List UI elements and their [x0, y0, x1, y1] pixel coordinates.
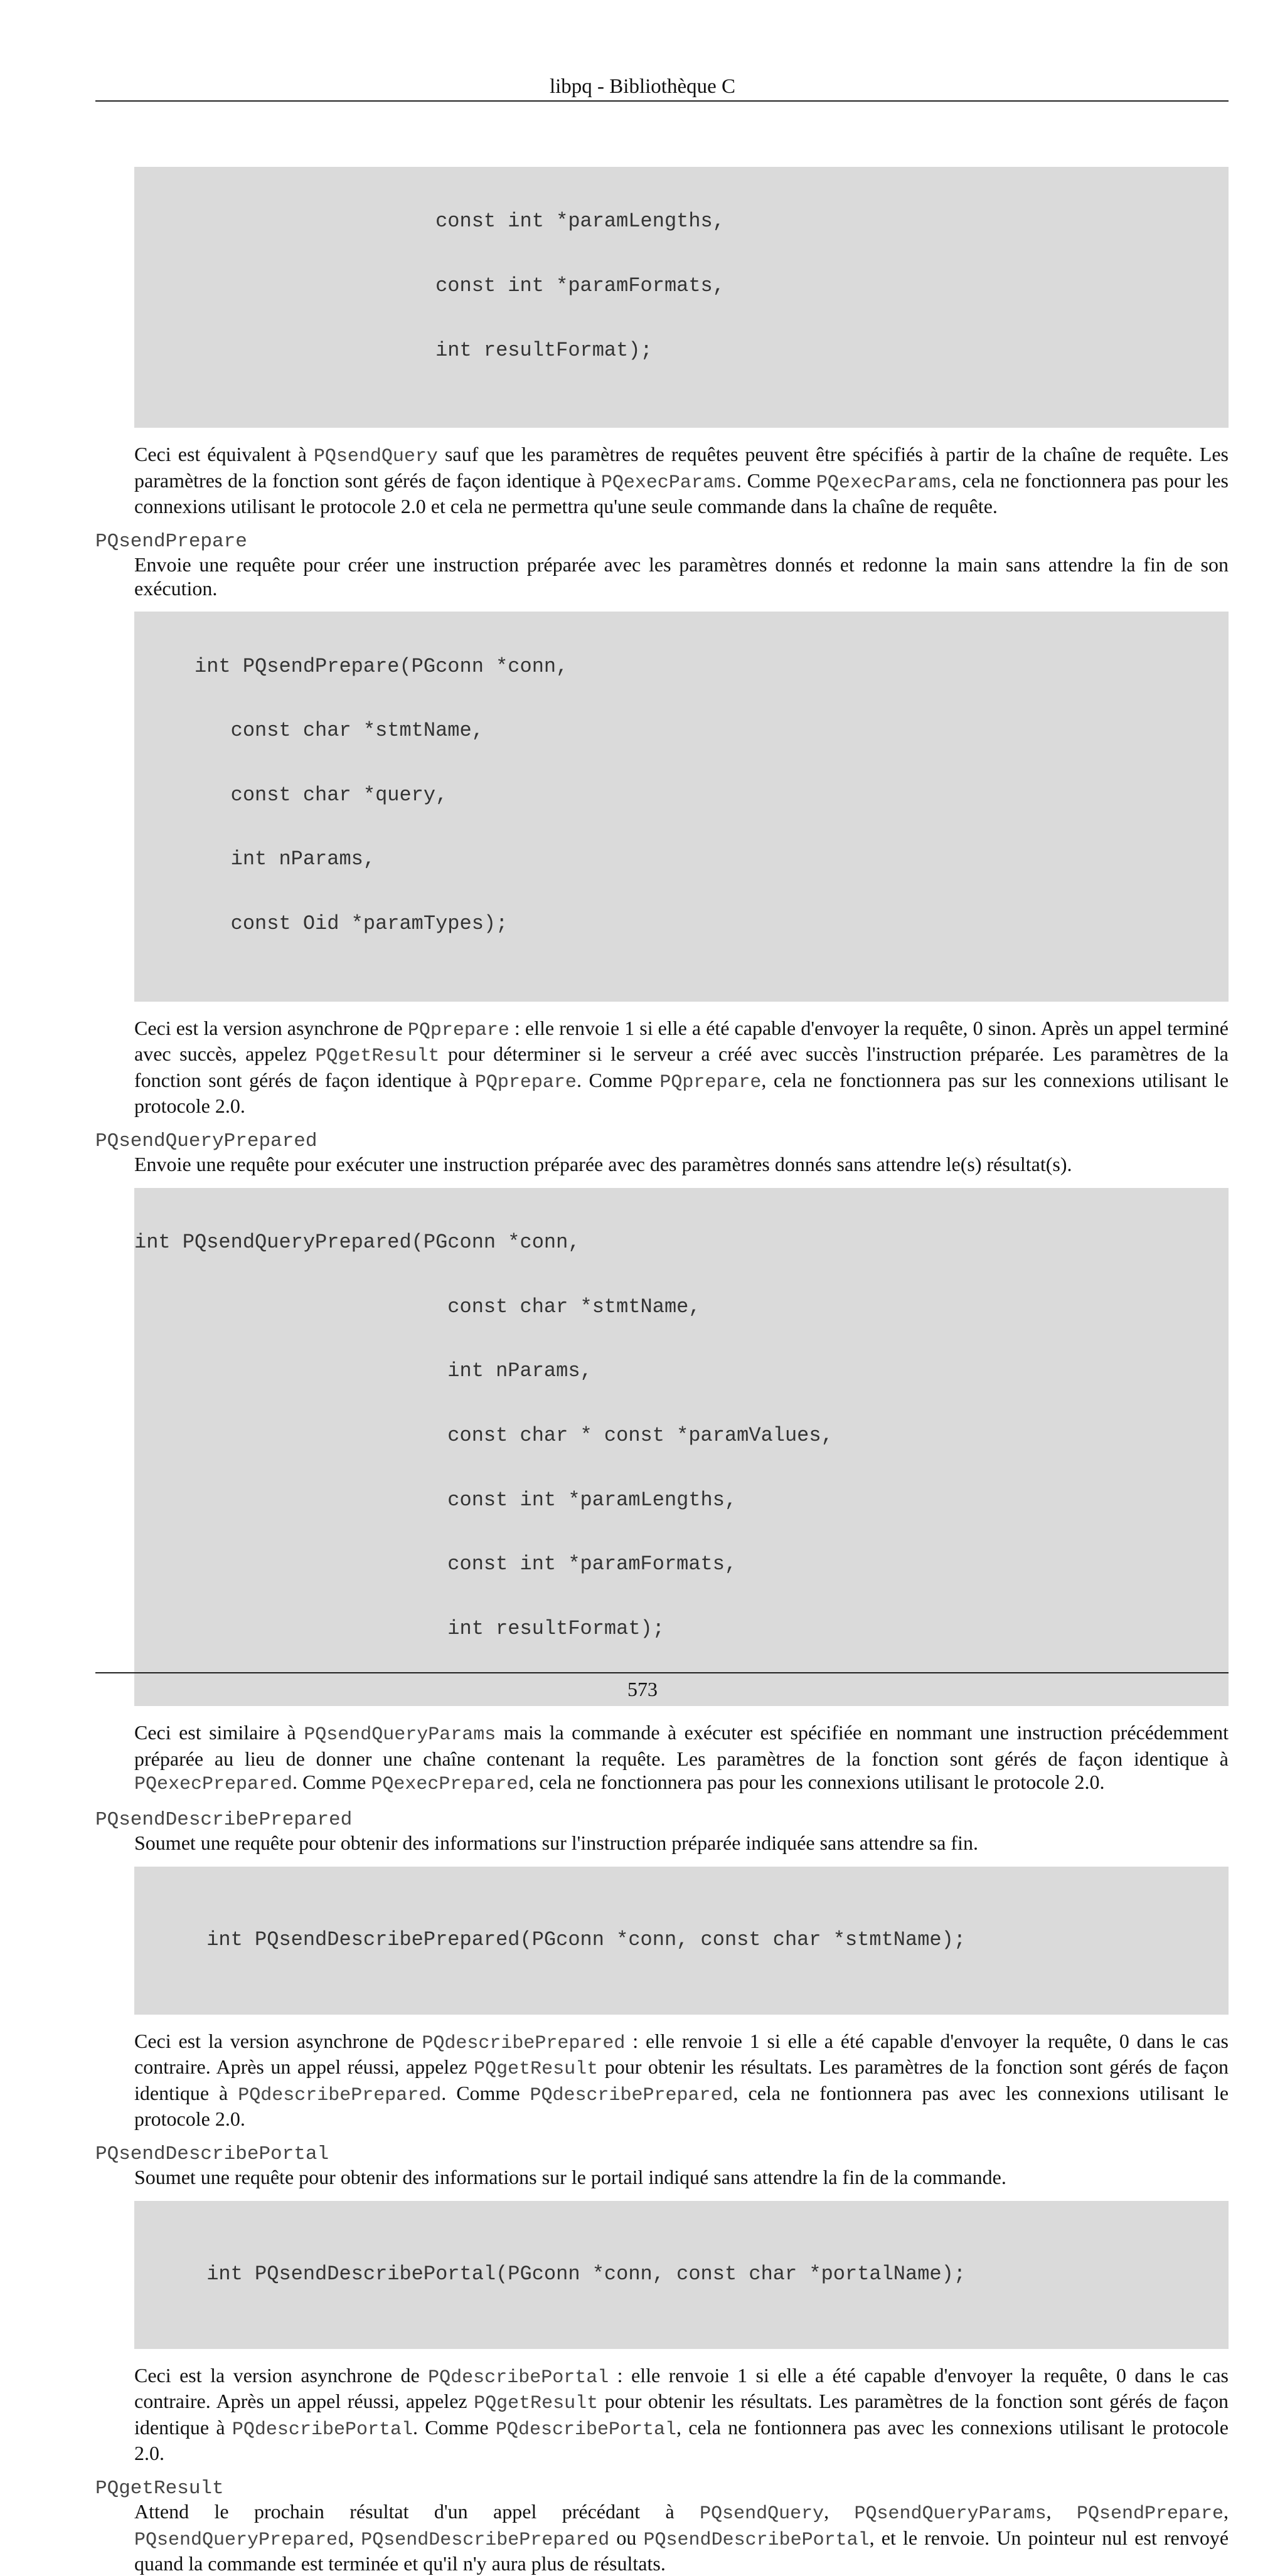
code-ref: PQgetResult	[474, 2393, 599, 2415]
footer-divider	[95, 1672, 1229, 1673]
code-ref: PQexecParams	[816, 472, 952, 494]
code-ref: PQexecParams	[600, 472, 737, 494]
page-header-title: libpq - Bibliothèque C	[549, 75, 736, 98]
code-ref: PQdescribePortal	[495, 2419, 676, 2441]
code-ref: PQsendDescribePrepared	[361, 2529, 610, 2551]
code-line: int PQsendDescribePortal(PGconn *conn, const char *portalName);	[134, 2262, 966, 2286]
code-ref: PQprepare	[474, 1071, 577, 1093]
code-line: int resultFormat);	[134, 338, 653, 362]
code-block-pqsenddescribeprepared	[134, 1867, 1229, 2015]
header-divider	[95, 100, 1229, 102]
term-pqgetresult: PQgetResult	[95, 2477, 224, 2499]
code-line: const int *paramLengths,	[134, 209, 725, 233]
code-ref: PQprepare	[407, 1019, 509, 1041]
code-ref: PQsendQueryPrepared	[134, 2529, 349, 2551]
code-ref: PQsendQuery	[313, 446, 438, 468]
code-ref: PQexecPrepared	[371, 1774, 530, 1796]
paragraph-pqsenddescribeprepared-desc: Ceci est la version asynchrone de PQdescribePrepared : elle renvoie 1 si elle a été capable d'envoyer la requête, 0 dans le cas contraire. Après un appel réussi, appelez PQgetResult pour obtenir les résultats. Les paramètres de la fonction sont gérés de façon identique à PQdescribePrepared. Comme PQdescribePrepared, cela ne fontionnera pas avec les connexions utilisant le protocole 2.0.	[134, 2029, 1229, 2131]
code-ref: PQexecPrepared	[134, 1774, 293, 1796]
code-line: int PQsendDescribePrepared(PGconn *conn, const char *stmtName);	[134, 1928, 966, 1952]
code-ref: PQgetResult	[315, 1046, 440, 1068]
code-ref: PQdescribePortal	[428, 2367, 609, 2388]
code-line: const int *paramFormats,	[134, 1552, 737, 1576]
code-block-pqsendprepare	[134, 612, 1229, 1001]
definition-pqgetresult: Attend le prochain résultat d'un appel précédant à PQsendQuery, PQsendQueryParams, PQsendPrepare, PQsendQueryPrepared, PQsendDescribePrepared ou PQsendDescribePortal, et le renvoie. Un pointeur nul est renvoyé quand la commande est terminée et qu'il n'y aura plus de résultats.	[134, 2500, 1229, 2575]
code-ref: PQsendDescribePortal	[643, 2529, 870, 2551]
code-line: const int *paramLengths,	[134, 1488, 737, 1512]
code-ref: PQsendQueryParams	[854, 2503, 1047, 2525]
code-line: int PQsendPrepare(PGconn *conn,	[134, 654, 568, 678]
code-ref: PQsendQueryParams	[304, 1724, 496, 1746]
paragraph-pqsendqueryparams-desc: Ceci est équivalent à PQsendQuery sauf que les paramètres de requêtes peuvent être spécifiés à partir de la chaîne de requête. Les paramètres de la fonction sont gérés de façon identique à PQexecParams. Comme PQexecParams, cela ne fonctionnera pas pour les connexions utilisant le protocole 2.0 et cela ne permettra qu'une seule commande dans la chaîne de requête.	[134, 443, 1229, 518]
code-ref: PQdescribePortal	[232, 2419, 413, 2441]
code-block-pqsendqueryprepared	[134, 1188, 1229, 1707]
code-ref: PQsendPrepare	[1076, 2503, 1224, 2525]
term-pqsenddescribeprepared: PQsendDescribePrepared	[95, 1808, 353, 1831]
code-line: const char *query,	[134, 783, 448, 807]
code-line: const int *paramFormats,	[134, 274, 725, 298]
code-block-pqsendqueryparams-tail	[134, 167, 1229, 428]
code-ref: PQdescribePrepared	[422, 2032, 626, 2054]
definition-pqsenddescribeprepared: Soumet une requête pour obtenir des informations sur l'instruction préparée indiquée sans attendre sa fin.	[134, 1831, 978, 1855]
paragraph-pqsendqueryprepared-desc: Ceci est similaire à PQsendQueryParams mais la commande à exécuter est spécifiée en nommant une instruction précédemment préparée au lieu de donner une chaîne contenant la requête. Les paramètres de la fonction sont gérés de façon identique à PQexecPrepared. Comme PQexecPrepared, cela ne fonctionnera pas pour les connexions utilisant le protocole 2.0.	[134, 1721, 1229, 1796]
code-line: int resultFormat);	[134, 1616, 664, 1640]
code-ref: PQgetResult	[474, 2059, 599, 2080]
code-line: const char *stmtName,	[134, 719, 484, 743]
code-line: int nParams,	[134, 1359, 592, 1383]
code-ref: PQdescribePrepared	[238, 2084, 442, 2106]
page-content	[95, 167, 1229, 2576]
term-pqsendqueryprepared: PQsendQueryPrepared	[95, 1130, 317, 1152]
code-line: int PQsendQueryPrepared(PGconn *conn,	[134, 1231, 580, 1254]
page-number: 573	[627, 1678, 658, 1700]
code-block-pqsenddescribeportal	[134, 2201, 1229, 2349]
definition-pqsendprepare: Envoie une requête pour créer une instruction préparée avec les paramètres donnés et redonne la main sans attendre la fin de son exécution.	[134, 553, 1229, 600]
definition-pqsendqueryprepared: Envoie une requête pour exécuter une instruction préparée avec des paramètres donnés sans attendre le(s) résultat(s).	[134, 1153, 1072, 1176]
code-line: const char * const *paramValues,	[134, 1423, 833, 1447]
code-ref: PQsendQuery	[700, 2503, 824, 2525]
paragraph-pqsenddescribeportal-desc: Ceci est la version asynchrone de PQdescribePortal : elle renvoie 1 si elle a été capable d'envoyer la requête, 0 dans le cas contraire. Après un appel réussi, appelez PQgetResult pour obtenir les résultats. Les paramètres de la fonction sont gérés de façon identique à PQdescribePortal. Comme PQdescribePortal, cela ne fontionnera pas avec les connexions utilisant le protocole 2.0.	[134, 2363, 1229, 2465]
code-ref: PQdescribePrepared	[530, 2084, 733, 2106]
code-line: const char *stmtName,	[134, 1295, 701, 1318]
paragraph-pqsendprepare-desc: Ceci est la version asynchrone de PQprepare : elle renvoie 1 si elle a été capable d'envoyer la requête, 0 sinon. Après un appel terminé avec succès, appelez PQgetResult pour déterminer si le serveur a créé avec succès l'instruction préparée. Les paramètres de la fonction sont gérés de façon identique à PQprepare. Comme PQprepare, cela ne fonctionnera pas sur les connexions utilisant le protocole 2.0.	[134, 1016, 1229, 1118]
term-pqsendprepare: PQsendPrepare	[95, 530, 247, 553]
code-line: const Oid *paramTypes);	[134, 912, 508, 936]
code-line: int nParams,	[134, 847, 376, 871]
code-ref: PQprepare	[659, 1071, 762, 1093]
definition-pqsenddescribeportal: Soumet une requête pour obtenir des informations sur le portail indiqué sans attendre la fin de la commande.	[134, 2166, 1006, 2189]
term-pqsenddescribeportal: PQsendDescribePortal	[95, 2143, 329, 2165]
